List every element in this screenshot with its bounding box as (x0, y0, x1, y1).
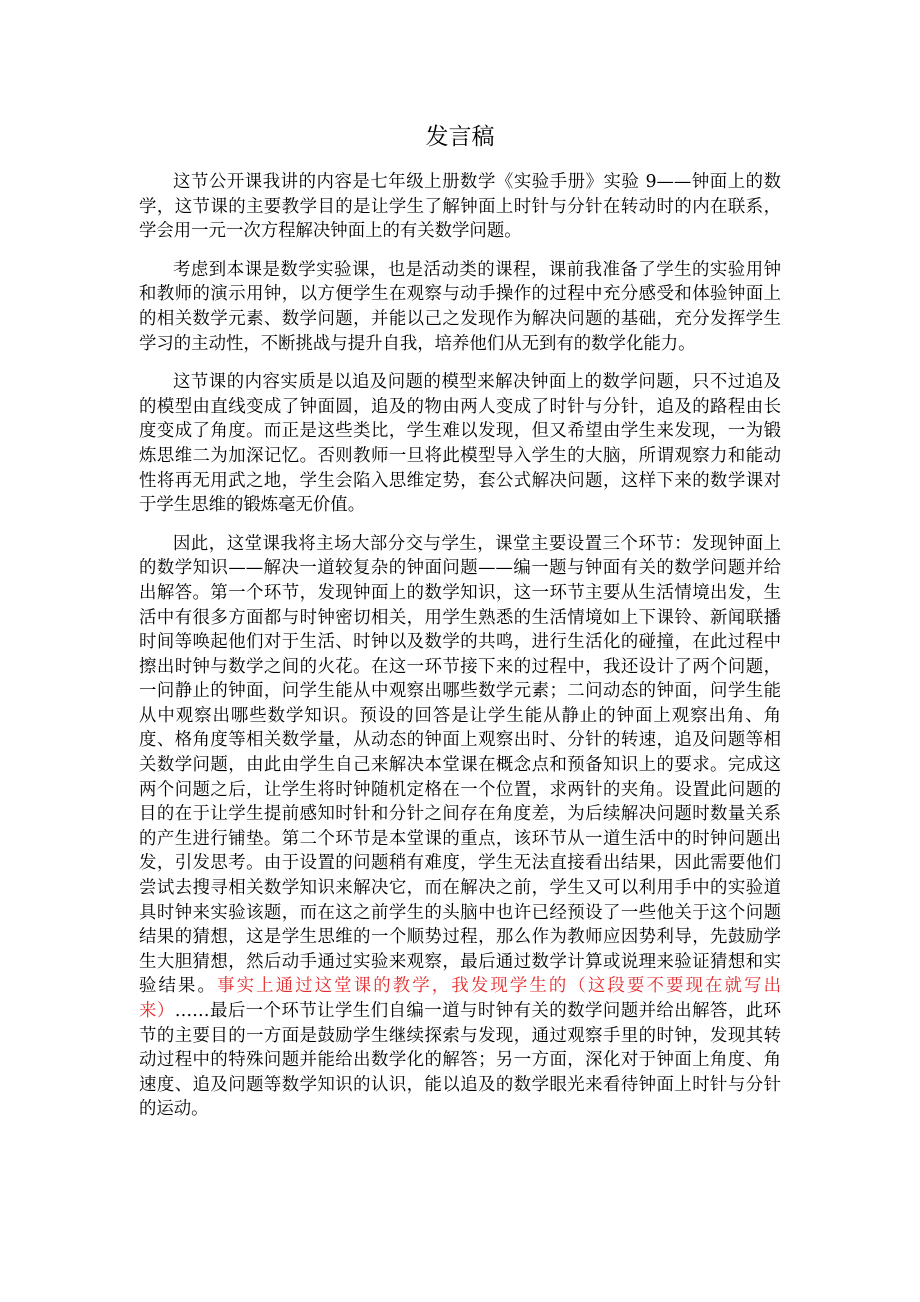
paragraph-4-text: 因此，这堂课我将主场大部分交与学生，课堂主要设置三个环节：发现钟面上的数学知识——解决一道较复杂的钟面问题——编一题与钟面有关的数学问题并给出解答。第一个环节，发现钟面上的数学知识，这一环节主要从生活情境出发，生活中有很多方面都与时钟密切相关，用学生熟悉的生活情境如上下课铃、新闻联播时间等唤起他们对于生活、时钟以及数学的共鸣，进行生活化的碰撞，在此过程中擦出时钟与数学之间的火花。在这一环节接下来的过程中，我还设计了两个问题，一问静止的钟面，问学生能从中观察出哪些数学元素；二问动态的钟面，问学生能从中观察出哪些数学知识。预设的回答是让学生能从静止的钟面上观察出角、角度、格角度等相关数学量，从动态的钟面上观察出时、分针的转速，追及问题等相关数学问题，由此由学生自己来解决本堂课在概念点和预备知识上的要求。完成这两个问题之后，让学生将时钟随机定格在一个位置，求两针的夹角。设置此问题的目的在于让学生提前感知时针和分针之间存在角度差，为后续解决问题时数量关系的产生进行铺垫。第二个环节是本堂课的重点，该环节从一道生活中的时钟问题出发，引发思考。由于设置的问题稍有难度，学生无法直接看出结果，因此需要他们尝试去搜寻相关数学知识来解决它，而在解决之前，学生又可以利用手中的实验道具时钟来实验该题，而在这之前学生的头脑中也许已经预设了一些他关于这个问题结果的猜想，这是学生思维的一个顺势过程，那么作为教师应因势利导，先鼓励学生大胆猜想，然后动手通过实验来观察，最后通过数学计算或说理来验证猜想和实验结果。 (139, 533, 781, 997)
document-title: 发言稿 (425, 124, 495, 150)
document-page (139, 0, 781, 1122)
paragraph-4 (139, 532, 781, 1122)
paragraph-4-red-note: 事实上通过这堂课的教学，我发现学生的（这段要不要现在就写出来） (139, 976, 781, 1021)
paragraph-4-continuation: ……最后一个环节让学生们自编一道与时钟有关的数学问题并给出解答，此环节的主要目的一方面是鼓励学生继续探索与发现，通过观察手里的时钟，发现其转动过程中的特殊问题并能给出数学化的解答；另一方面，深化对于钟面上角度、角速度、追及问题等数学知识的认识，能以追及的数学眼光来看待钟面上时针与分针的运动。 (139, 1001, 781, 1120)
paragraph-3: 这节课的内容实质是以追及问题的模型来解决钟面上的数学问题，只不过追及的模型由直线变成了钟面圆，追及的物由两人变成了时针与分针，追及的路程由长度变成了角度。而正是这些类比，学生难以发现，但又希望由学生来发现，一为锻炼思维二为加深记忆。否则教师一旦将此模型导入学生的大脑，所谓观察力和能动性将再无用武之地，学生会陷入思维定势，套公式解决问题，这样下来的数学课对于学生思维的锻炼毫无价值。 (139, 372, 781, 516)
paragraph-2: 考虑到本课是数学实验课，也是活动类的课程，课前我准备了学生的实验用钟和教师的演示用钟，以方便学生在观察与动手操作的过程中充分感受和体验钟面上的相关数学元素、数学问题，并能以己之发现作为解决问题的基础，充分发挥学生学习的主动性，不断挑战与提升自我，培养他们从无到有的数学化能力。 (139, 259, 781, 354)
paragraph-1: 这节公开课我讲的内容是七年级上册数学《实验手册》实验 9——钟面上的数学，这节课的主要教学目的是让学生了解钟面上时针与分针在转动时的内在联系，学会用一元一次方程解决钟面上的有关数学问题。 (139, 172, 781, 242)
